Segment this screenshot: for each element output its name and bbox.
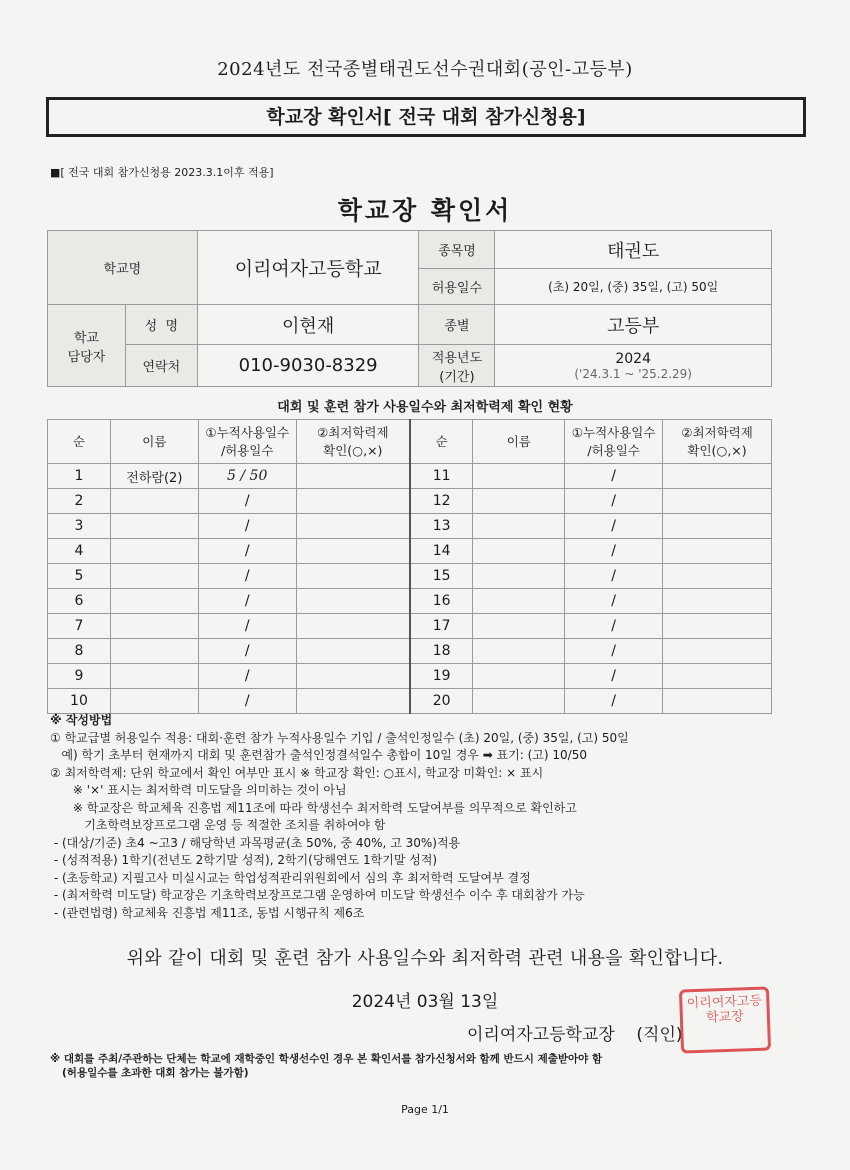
row-days: / bbox=[198, 539, 296, 564]
header-days-line-2: /허용일수 bbox=[220, 442, 274, 458]
row-no-2: 19 bbox=[410, 664, 473, 689]
row-days: / bbox=[198, 589, 296, 614]
row-no: 7 bbox=[48, 614, 111, 639]
row-edu-2 bbox=[663, 539, 772, 564]
row-edu-2 bbox=[663, 564, 772, 589]
principal-signature: 이리여자고등학교장 (직인) bbox=[467, 1025, 683, 1045]
row-days: / bbox=[198, 614, 296, 639]
table-row bbox=[48, 489, 772, 514]
instruction-line: - (관련법령) 학교체육 진흥법 제11조, 동법 시행규칙 제6조 bbox=[50, 905, 365, 920]
row-days: / bbox=[198, 689, 296, 714]
person-label-line-1: 학교 bbox=[73, 330, 99, 346]
header-name: 이름 bbox=[110, 420, 198, 464]
instruction-line: ① 학교급별 허용일수 적용: 대회·훈련 참가 누적사용일수 기입 / 출석인정일수 (초) 20일, (중) 35일, (고) 50일 bbox=[50, 730, 629, 745]
row-days: / bbox=[198, 564, 296, 589]
row-name-2 bbox=[473, 539, 565, 564]
table-row bbox=[48, 539, 772, 564]
table-row bbox=[48, 514, 772, 539]
row-edu bbox=[296, 614, 410, 639]
row-name bbox=[110, 514, 198, 539]
row-days-2: / bbox=[565, 639, 663, 664]
table-row bbox=[48, 639, 772, 664]
row-days: / bbox=[198, 489, 296, 514]
table-row bbox=[48, 464, 772, 489]
row-edu-2 bbox=[663, 464, 772, 489]
instructions bbox=[50, 712, 780, 922]
instruction-line: ② 최저학력제: 단위 학교에서 확인 여부만 표시 ※ 학교장 확인: ○표시, 학교장 미확인: × 표시 bbox=[50, 765, 544, 780]
row-name-2 bbox=[473, 689, 565, 714]
footer-note-line-2: (허용일수를 초과한 대회 참가는 불가함) bbox=[62, 1067, 249, 1079]
period-value: ('24.3.1 ~ '25.2.29) bbox=[574, 366, 692, 381]
header-no: 순 bbox=[48, 420, 111, 464]
instruction-line: 기초학력보장프로그램 운영 등 적절한 조치를 취하여야 함 bbox=[50, 818, 386, 832]
row-no-2: 11 bbox=[410, 464, 473, 489]
row-edu-2 bbox=[663, 664, 772, 689]
year-label bbox=[419, 345, 495, 387]
row-days-2: / bbox=[565, 589, 663, 614]
row-edu bbox=[296, 489, 410, 514]
row-days: / bbox=[198, 639, 296, 664]
row-name bbox=[110, 639, 198, 664]
contact-label: 연락처 bbox=[125, 345, 197, 387]
year-value: 2024 bbox=[615, 350, 651, 367]
row-name-2 bbox=[473, 639, 565, 664]
row-edu bbox=[296, 514, 410, 539]
row-edu bbox=[296, 689, 410, 714]
table-row bbox=[48, 564, 772, 589]
usage-table bbox=[47, 419, 772, 714]
header-edu-line-1: ②최저학력제 bbox=[317, 424, 389, 440]
row-no-2: 15 bbox=[410, 564, 473, 589]
row-edu-2 bbox=[663, 639, 772, 664]
row-no: 10 bbox=[48, 689, 111, 714]
top-note: ■[ 전국 대회 참가신청용 2023.3.1이후 적용] bbox=[50, 166, 274, 179]
row-name bbox=[110, 689, 198, 714]
row-days-2: / bbox=[565, 539, 663, 564]
header-days-line-1: ①누적사용일수 bbox=[205, 424, 290, 440]
person-label-line-2: 담당자 bbox=[67, 349, 106, 365]
row-days-2: / bbox=[565, 664, 663, 689]
row-edu bbox=[296, 664, 410, 689]
contact-value: 010-9030-8329 bbox=[197, 345, 419, 387]
row-edu-2 bbox=[663, 514, 772, 539]
row-name-2 bbox=[473, 589, 565, 614]
row-no-2: 17 bbox=[410, 614, 473, 639]
row-no: 1 bbox=[48, 464, 111, 489]
row-days-2: / bbox=[565, 514, 663, 539]
year-label-line-1: 적용년도 bbox=[431, 350, 483, 366]
row-no: 4 bbox=[48, 539, 111, 564]
table-row bbox=[48, 589, 772, 614]
row-edu-2 bbox=[663, 489, 772, 514]
school-value: 이리여자고등학교 bbox=[197, 231, 419, 305]
header-days-2 bbox=[565, 420, 663, 464]
row-no-2: 14 bbox=[410, 539, 473, 564]
row-edu bbox=[296, 589, 410, 614]
year-label-line-2: (기간) bbox=[439, 369, 475, 385]
header-edu-2 bbox=[663, 420, 772, 464]
row-name-2 bbox=[473, 664, 565, 689]
header-edu-2-line-2: 확인(○,×) bbox=[687, 442, 747, 458]
row-no-2: 16 bbox=[410, 589, 473, 614]
header-name-2: 이름 bbox=[473, 420, 565, 464]
boxed-title: 학교장 확인서[ 전국 대회 참가신청용] bbox=[46, 97, 806, 137]
row-no-2: 13 bbox=[410, 514, 473, 539]
row-no: 6 bbox=[48, 589, 111, 614]
row-edu bbox=[296, 464, 410, 489]
row-no: 5 bbox=[48, 564, 111, 589]
info-table bbox=[47, 230, 772, 387]
row-name-2 bbox=[473, 514, 565, 539]
header-edu bbox=[296, 420, 410, 464]
row-name bbox=[110, 614, 198, 639]
row-edu bbox=[296, 539, 410, 564]
header-edu-line-2: 확인(○,×) bbox=[323, 442, 383, 458]
row-days-2: / bbox=[565, 614, 663, 639]
footer-note-line-1: ※ 대회를 주최/주관하는 단체는 학교에 재학중인 학생선수인 경우 본 확인서를 참가신청서와 함께 반드시 제출받아야 함 bbox=[50, 1053, 603, 1065]
row-no-2: 20 bbox=[410, 689, 473, 714]
instruction-line: 예) 학기 초부터 현재까지 대회 및 훈련참가 출석인정결석일수 총합이 10일 경우 ➡ 표기: (고) 10/50 bbox=[50, 748, 587, 762]
table-row bbox=[48, 689, 772, 714]
section-title: 대회 및 훈련 참가 사용일수와 최저학력제 확인 현황 bbox=[277, 400, 573, 415]
table-row bbox=[48, 664, 772, 689]
header-days-2-line-2: /허용일수 bbox=[587, 442, 640, 458]
row-no: 9 bbox=[48, 664, 111, 689]
event-label: 종목명 bbox=[419, 231, 495, 269]
row-name bbox=[110, 589, 198, 614]
school-label: 학교명 bbox=[48, 231, 198, 305]
event-title: 2024년도 전국종별태권도선수권대회(공인-고등부) bbox=[217, 59, 633, 80]
row-days-2: / bbox=[565, 689, 663, 714]
category-value: 고등부 bbox=[495, 305, 772, 345]
category-label: 종별 bbox=[419, 305, 495, 345]
issue-date: 2024년 03월 13일 bbox=[351, 992, 499, 1012]
row-edu-2 bbox=[663, 589, 772, 614]
row-days: 5 / 50 bbox=[198, 464, 296, 489]
instruction-line: - (성적적용) 1학기(전년도 2학기말 성적), 2학기(당해연도 1학기말 성적) bbox=[50, 853, 438, 867]
row-name-2 bbox=[473, 489, 565, 514]
header-edu-2-line-1: ②최저학력제 bbox=[681, 424, 753, 440]
row-name: 전하람(2) bbox=[110, 464, 198, 489]
table-row bbox=[48, 614, 772, 639]
footer-note bbox=[50, 1052, 790, 1080]
instruction-line: - (초등학교) 지필고사 미실시교는 학업성적관리위원회에서 심의 후 최저학력 도달여부 결정 bbox=[50, 870, 531, 885]
row-name bbox=[110, 664, 198, 689]
instruction-line: ※ 작성방법 bbox=[50, 713, 113, 727]
row-no-2: 18 bbox=[410, 639, 473, 664]
row-no-2: 12 bbox=[410, 489, 473, 514]
row-name-2 bbox=[473, 614, 565, 639]
person-label bbox=[48, 305, 126, 387]
event-value: 태권도 bbox=[495, 231, 772, 269]
instruction-line: ※ '×' 표시는 최저학력 미도달을 의미하는 것이 아님 bbox=[50, 783, 347, 797]
row-days-2: / bbox=[565, 464, 663, 489]
row-days: / bbox=[198, 514, 296, 539]
name-value: 이현재 bbox=[197, 305, 419, 345]
row-no: 8 bbox=[48, 639, 111, 664]
row-no: 2 bbox=[48, 489, 111, 514]
row-name-2 bbox=[473, 464, 565, 489]
instruction-line: - (최저학력 미도달) 학교장은 기초학력보장프로그램 운영하여 미도달 학생선수 이수 후 대회참가 가능 bbox=[50, 888, 585, 902]
row-name bbox=[110, 539, 198, 564]
row-name bbox=[110, 489, 198, 514]
row-days-2: / bbox=[565, 564, 663, 589]
row-name-2 bbox=[473, 564, 565, 589]
header-days-2-line-1: ①누적사용일수 bbox=[571, 424, 656, 440]
row-days: / bbox=[198, 664, 296, 689]
official-seal: 이리여자고등학교장 bbox=[679, 986, 771, 1053]
row-no: 3 bbox=[48, 514, 111, 539]
row-name bbox=[110, 564, 198, 589]
main-title: 학교장 확인서 bbox=[337, 196, 513, 225]
row-edu-2 bbox=[663, 614, 772, 639]
row-edu bbox=[296, 564, 410, 589]
row-days-2: / bbox=[565, 489, 663, 514]
days-value: (초) 20일, (중) 35일, (고) 50일 bbox=[495, 269, 772, 305]
header-days bbox=[198, 420, 296, 464]
days-label: 허용일수 bbox=[419, 269, 495, 305]
year-cell bbox=[495, 345, 772, 387]
header-no-2: 순 bbox=[410, 420, 473, 464]
row-edu-2 bbox=[663, 689, 772, 714]
name-label: 성 명 bbox=[125, 305, 197, 345]
instruction-line: - (대상/기준) 초4 ~고3 / 해당학년 과목평균(초 50%, 중 40%, 고 30%)적용 bbox=[50, 835, 461, 850]
instruction-line: ※ 학교장은 학교체육 진흥법 제11조에 따라 학생선수 최저학력 도달여부를 의무적으로 확인하고 bbox=[50, 800, 577, 815]
page-number: Page 1/1 bbox=[401, 1103, 449, 1116]
confirm-statement: 위와 같이 대회 및 훈련 참가 사용일수와 최저학력 관련 내용을 확인합니다. bbox=[126, 948, 724, 969]
row-edu bbox=[296, 639, 410, 664]
